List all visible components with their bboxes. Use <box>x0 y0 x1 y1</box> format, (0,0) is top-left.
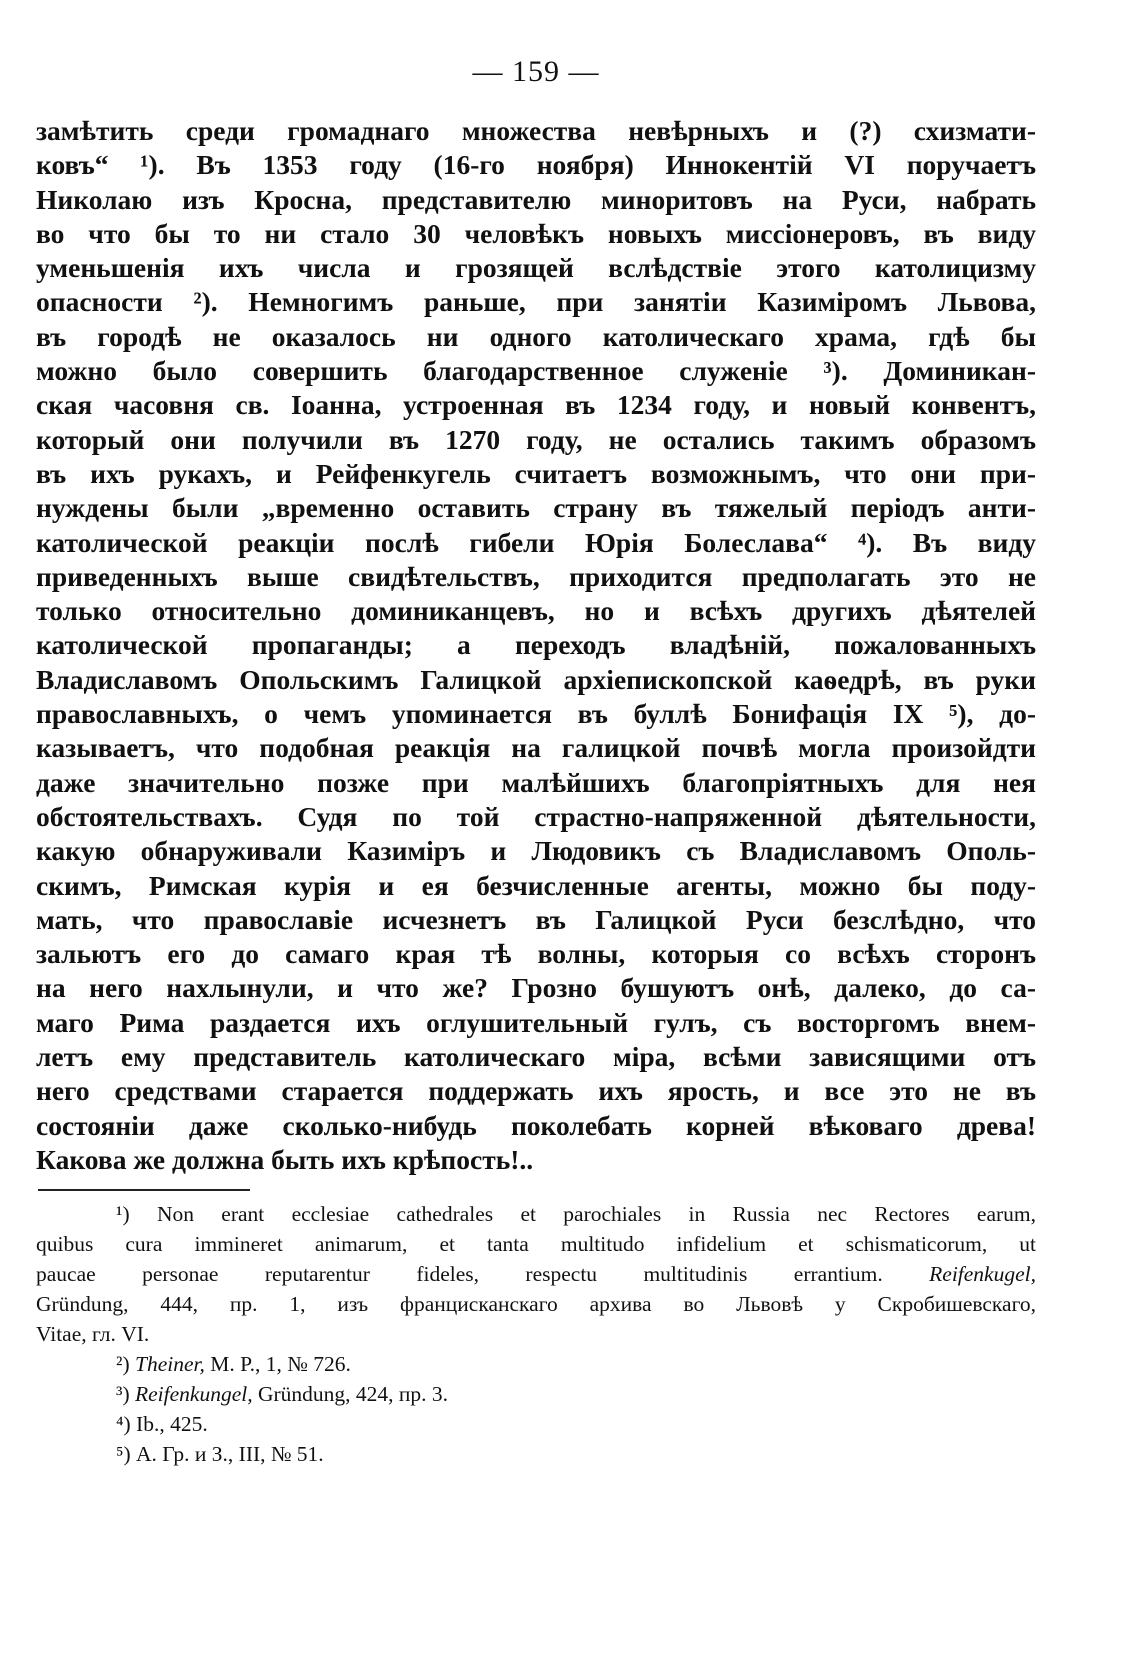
text-line: православныхъ, о чемъ упоминается въ буллѣ Бонифація IX ⁵), до- <box>36 698 1036 730</box>
footnote-divider <box>38 1189 250 1191</box>
footnote-text: Gründung, 424, пр. 3. <box>257 1382 449 1407</box>
text-line: мать, что православіе исчезнетъ въ Галицкой Руси безслѣдно, что <box>36 903 1036 935</box>
footnote-marker: ²) <box>116 1352 130 1377</box>
text-line: можно было совершить благодарственное служеніе ³). Доминикан- <box>36 355 1036 387</box>
text-line: нуждены были „временно оставить страну въ тяжелый періодъ анти- <box>36 492 1036 524</box>
footnote-3 <box>36 1379 1036 1409</box>
footnote-text: А. Гр. и З., III, № 51. <box>136 1442 324 1467</box>
footnote-1 <box>36 1199 1036 1349</box>
footnote-5 <box>36 1439 1036 1469</box>
text-line: Владиславомъ Опольскимъ Галицкой архіепископской каѳедрѣ, въ руки <box>36 663 1036 695</box>
text-line: въ городѣ не оказалось ни одного католическаго храма, гдѣ бы <box>36 320 1036 352</box>
footnote-marker: ¹) <box>116 1202 130 1227</box>
text-line: него средствами старается поддержать ихъ ярость, и все это не въ <box>36 1075 1036 1107</box>
footnote-text: paucae personae reputarentur fideles, respectu multitudinis errantium. <box>36 1262 883 1287</box>
text-line: казываетъ, что подобная реакція на галицкой почвѣ могла произойдти <box>36 732 1036 764</box>
footnote-line: Vitae, гл. VI. <box>36 1322 150 1347</box>
text-line: замѣтить среди громаднаго множества невѣрныхъ и (?) схизмати- <box>36 115 1036 146</box>
footnote-author: Theiner, <box>134 1352 205 1377</box>
text-line: католической реакціи послѣ гибели Юрія Болеслава“ ⁴). Въ виду <box>36 526 1036 558</box>
text-line: во что бы то ни стало 30 человѣкъ новыхъ миссіонеровъ, въ виду <box>36 217 1036 249</box>
footnote-text: Ib., 425. <box>136 1412 208 1437</box>
footnote-marker: ⁵) <box>116 1442 131 1467</box>
footnotes <box>36 1199 1036 1469</box>
main-text-body <box>36 114 1036 1177</box>
footnote-marker: ³) <box>116 1382 130 1407</box>
text-line: ковъ“ ¹). Въ 1353 году (16-го ноября) Иннокентій VI поручаетъ <box>36 149 1036 181</box>
footnote-marker: ⁴) <box>116 1412 131 1437</box>
text-line: на него нахлынули, и что же? Грозно бушуютъ онѣ, далеко, до са- <box>36 972 1036 1004</box>
text-line: который они получили въ 1270 году, не остались такимъ образомъ <box>36 423 1036 455</box>
text-line: уменьшенія ихъ числа и грозящей вслѣдствіе этого католицизму <box>36 252 1036 284</box>
footnote-author: Reifenkungel, <box>134 1382 253 1407</box>
text-line: Николаю изъ Кросна, представителю миноритовъ на Руси, набрать <box>36 183 1036 215</box>
footnote-author: Reifenkugel, <box>929 1262 1036 1287</box>
text-line: обстоятельствахъ. Судя по той страстно-напряженной дѣятельности, <box>36 800 1036 832</box>
footnote-text: Non erant ecclesiae cathedrales et parochiales in Russia nec Rectores earum, <box>156 1202 1037 1227</box>
text-line: католической пропаганды; а переходъ владѣній, пожалованныхъ <box>36 629 1036 661</box>
text-line: ская часовня св. Іоанна, устроенная въ 1234 году, и новый конвентъ, <box>36 389 1036 421</box>
text-line: скимъ, Римская курія и ея безчисленные агенты, можно бы поду- <box>36 869 1036 901</box>
text-line: приведенныхъ выше свидѣтельствъ, приходится предполагать это не <box>36 560 1036 592</box>
text-line: маго Рима раздается ихъ оглушительный гулъ, съ восторгомъ внем- <box>36 1006 1036 1038</box>
footnote-line: quibus cura immineret animarum, et tanta multitudo infidelium et schismaticorum, ut <box>36 1232 1036 1257</box>
footnote-2 <box>36 1349 1036 1379</box>
text-line: состояніи даже сколько-нибудь поколебать корней вѣковаго древа! <box>36 1109 1036 1141</box>
text-line: въ ихъ рукахъ, и Рейфенкугель считаетъ возможнымъ, что они при- <box>36 457 1036 489</box>
text-line: опасности ²). Немногимъ раньше, при занятіи Казиміромъ Львова, <box>36 286 1036 318</box>
footnote-line <box>36 1199 1036 1229</box>
text-line: какую обнаруживали Казиміръ и Людовикъ съ Владиславомъ Ополь- <box>36 835 1036 867</box>
text-line: зальютъ его до самаго края тѣ волны, которыя со всѣхъ сторонъ <box>36 938 1036 970</box>
text-line: даже значительно позже при малѣйшихъ благопріятныхъ для нея <box>36 766 1036 798</box>
document-page <box>36 52 1036 1469</box>
footnote-line: Gründung, 444, пр. 1, изъ францисканскаго архива во Львовѣ у Скробишевскаго, <box>36 1292 1036 1317</box>
footnote-4 <box>36 1409 1036 1439</box>
footnote-line <box>36 1259 1036 1289</box>
text-line: летъ ему представитель католическаго міра, всѣми зависящими отъ <box>36 1041 1036 1073</box>
footnote-text: M. P., 1, № 726. <box>210 1352 351 1377</box>
text-line: Какова же должна быть ихъ крѣпость!.. <box>36 1143 534 1175</box>
page-number: — 159 — <box>472 55 600 88</box>
text-line: только относительно доминиканцевъ, но и всѣхъ другихъ дѣятелей <box>36 595 1036 627</box>
